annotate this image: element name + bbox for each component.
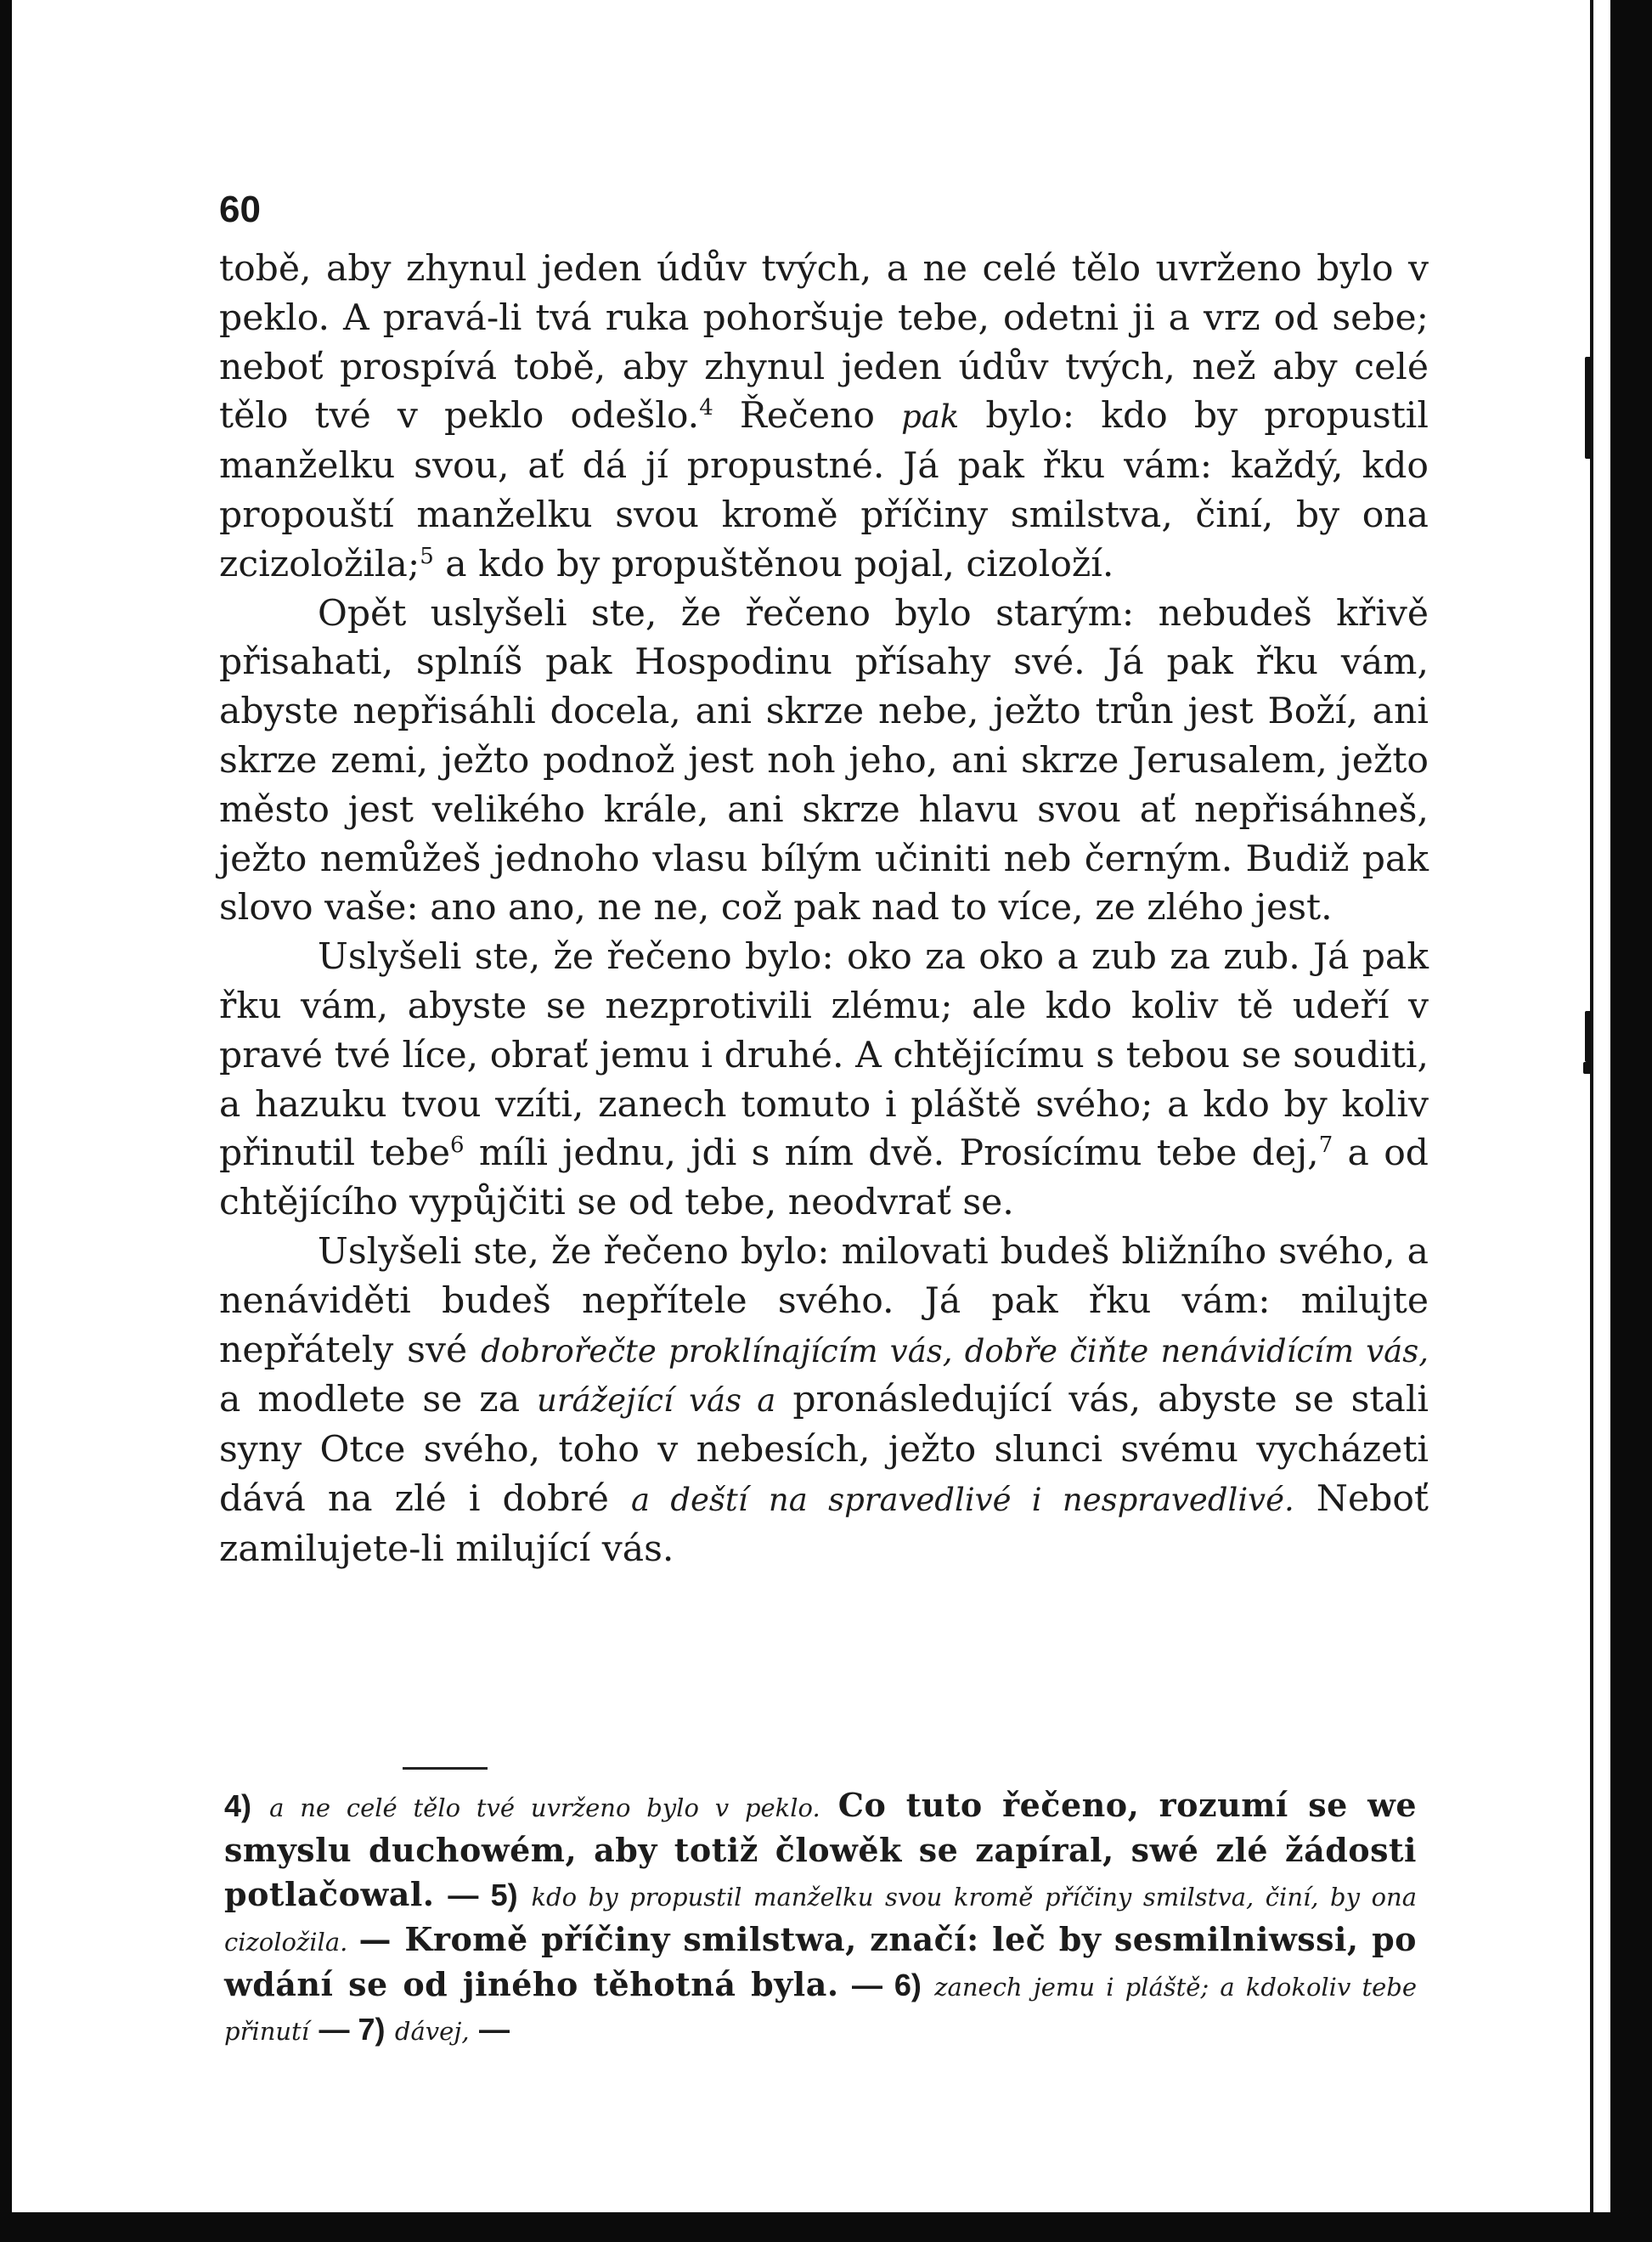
paragraph-2: Opět uslyšeli ste, že řečeno bylo starým: nebudeš křivě přisahati, splníš pak Hospodinu přísahy své. Já pak řku vám, abyste nepřisáhli docela, ani skrze nebe, ježto trůn jest Boží, ani skrze zemi, ježto podnož jest noh jeho, ani skrze Jerusalem, ježto město jest velikého krále, ani skrze hlavu svou ať nepřisáhneš, ježto nemůžeš jednoho vlasu bílým učiniti neb černým. Budiž pak slovo vaše: ano ano, ne ne, což pak nad to více, ze zlého jest.: [219, 592, 1429, 929]
footnote-7-quote: dávej,: [394, 2017, 470, 2046]
footnote-4-number: 4): [224, 1788, 252, 1823]
footnote-4-comment: Co tuto řečeno, rozumí se we smyslu duchowém, aby totiž člowěk se zapíral, swé zlé žádosti potlačowal.: [224, 1786, 1417, 1913]
footnote-5-comment: — Kromě příčiny smilstwa, značí: leč by sesmilniwssi, po wdání se od jiného těhotná byla.: [224, 1920, 1418, 2003]
binding-edge: [1590, 0, 1593, 2212]
footnote-ref-6[interactable]: 6: [450, 1132, 465, 1159]
footnote-ref-5[interactable]: 5: [420, 543, 434, 569]
main-text: [219, 245, 1429, 1574]
footnote-end-dash: —: [478, 2012, 510, 2047]
footnote-divider: [403, 1767, 488, 1770]
scan-mark: [1585, 1011, 1592, 1062]
footnotes: [224, 1784, 1417, 2053]
footnote-6-number: — 6): [851, 1968, 922, 2002]
footnote-7-number: — 7): [319, 2012, 386, 2047]
footnote-5-quote: kdo by propustil manželku svou kromě příčiny smilstva, činí, by ona cizoložila.: [224, 1883, 1417, 1957]
paragraph-3: Uslyšeli ste, že řečeno bylo: oko za oko a zub za zub. Já pak řku vám, abyste se nezprotivili zlému; ale kdo koliv tě udeří v pravé tvé líce, obrať jemu i druhé. A chtějícímu s tebou se souditi, a hazuku tvou vzíti, zanech tomuto i pláště svého; a kdo by koliv přinutil tebe$^6$ míli jednu, jdi s ním dvě. Prosícímu tebe dej,$^7$ a od chtějícího vypůjčiti se od tebe, neodvrať se.: [219, 936, 1429, 1224]
footnote-5-number: — 5): [448, 1878, 518, 1912]
paragraph-4: Uslyšeli ste, že řečeno bylo: milovati budeš bližního svého, a nenáviděti budeš nepřítele svého. Já pak řku vám: milujte nepřátely své dobrořečte proklínajícím vás, dobře čiňte nenávidícím vás, a modlete se za urážející vás a pronásledující vás, abyste se stali syny Otce svého, toho v nebesích, ježto slunci svému vycházeti dává na zlé i dobré a deští na spravedlivé i nespravedlivé. Neboť zamilujete-li milující vás.: [219, 1230, 1429, 1570]
footnote-6-quote: zanech jemu i pláště; a kdokoliv tebe přinutí: [224, 1973, 1418, 2046]
footnote-ref-4[interactable]: 4: [699, 395, 713, 421]
footnote-4-quote: a ne celé tělo tvé uvrženo bylo v peklo.: [269, 1793, 820, 1822]
scan-mark: [1585, 357, 1592, 459]
scan-mark: [1583, 1062, 1593, 1074]
footnote-ref-7[interactable]: 7: [1318, 1132, 1333, 1159]
page-number: 60: [219, 189, 261, 230]
page-sheet: [12, 0, 1610, 2212]
paragraph-1: tobě, aby zhynul jeden údův tvých, a ne celé tělo uvrženo bylo v peklo. A pravá-li tvá ruka pohoršuje tebe, odetni ji a vrz od sebe; neboť prospívá tobě, aby zhynul jeden údův tvých, než aby celé tělo tvé v peklo odešlo.$^4$ Řečeno pak bylo: kdo by propustil manželku svou, ať dá jí propustné. Já pak řku vám: každý, kdo propouští manželku svou kromě příčiny smilstva, činí, by ona zcizoložila;$^5$ a kdo by propuštěnou pojal, cizoloží.: [219, 248, 1429, 585]
